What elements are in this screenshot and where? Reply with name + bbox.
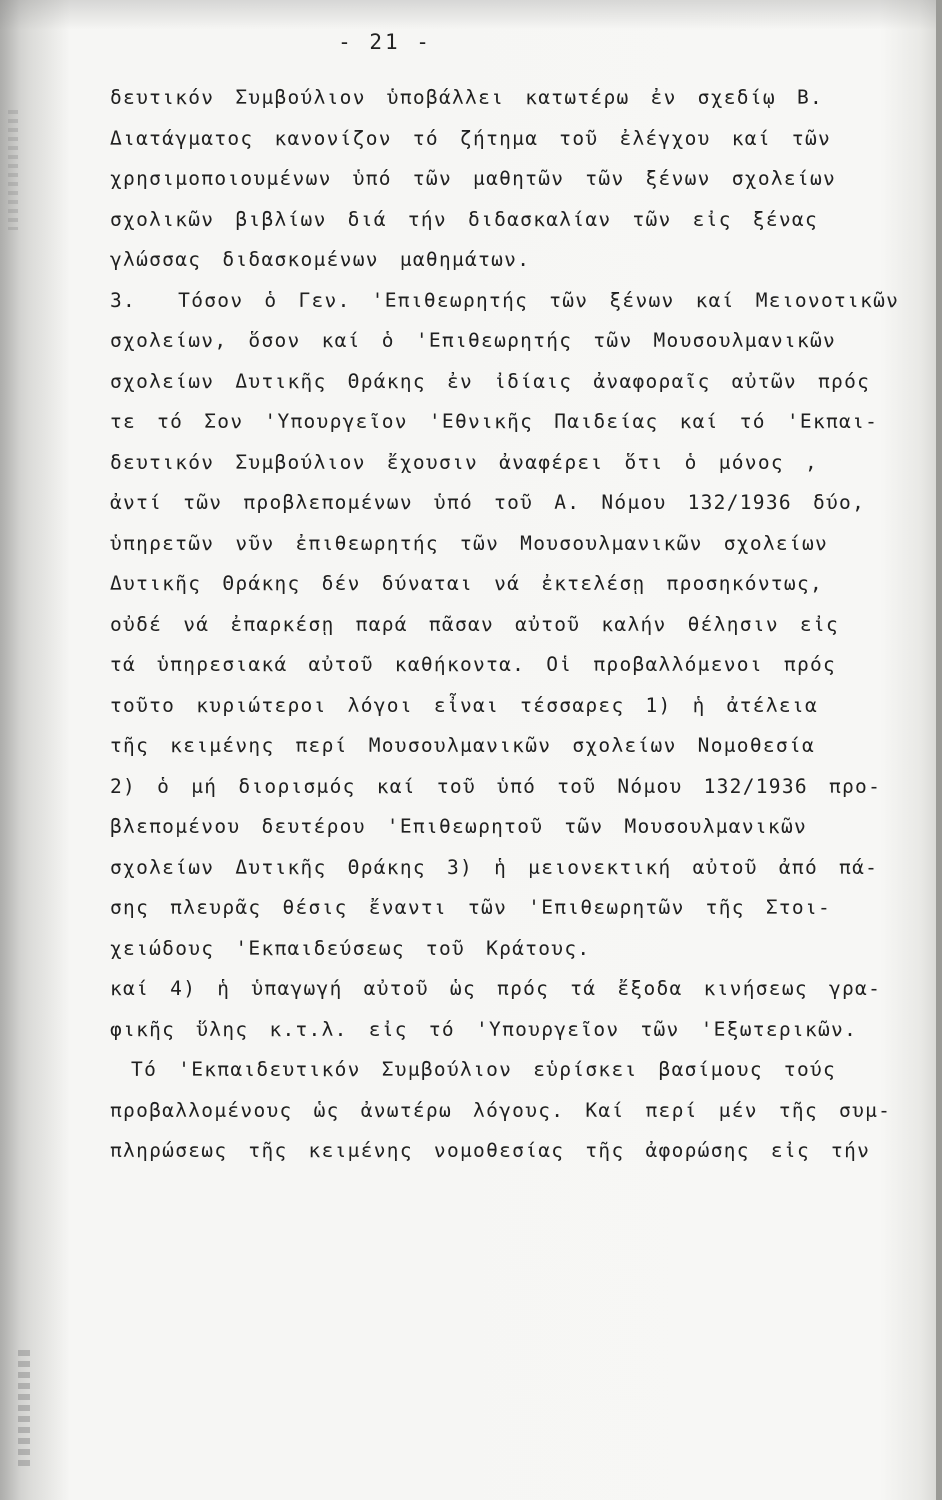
text-line: τά ὑπηρεσιακά αὐτοῦ καθήκοντα. Οἱ προβαλλόμενοι πρός (110, 653, 837, 676)
scan-right-edge (936, 0, 942, 1500)
text-line: τοῦτο κυριώτεροι λόγοι εἶναι τέσσαρες 1) ἡ ἀτέλεια (110, 693, 818, 717)
text-line: ὑπηρετῶν νῦν ἐπιθεωρητής τῶν Μουσουλμανικῶν σχολείων (110, 531, 829, 555)
text-line: 3. Τόσον ὁ Γεν. 'Επιθεωρητής τῶν ξένων καί Μειονοτικῶν (110, 288, 900, 312)
text-line: τῆς κειμένης περί Μουσουλμανικῶν σχολείων Νομοθεσία (110, 734, 816, 757)
text-line: σης πλευρᾶς θέσις ἔναντι τῶν 'Επιθεωρητῶν τῆς Στοι- (110, 896, 832, 919)
text-line: γλώσσας διδασκομένων μαθημάτων. (110, 248, 531, 271)
text-line: δευτικόν Συμβούλιον ἔχουσιν ἀναφέρει ὅτι ὁ μόνος , (110, 450, 818, 474)
text-line: 2) ὁ μή διορισμός καί τοῦ ὑπό τοῦ Νόμου 132/1936 προ- (110, 774, 882, 798)
binding-marks-top (8, 110, 18, 230)
text-line: χρησιμοποιουμένων ὑπό τῶν μαθητῶν τῶν ξένων σχολείων (110, 167, 837, 190)
text-line: πληρώσεως τῆς κειμένης νομοθεσίας τῆς ἀφορώσης εἰς τήν (110, 1139, 871, 1162)
text-line: οὐδέ νά ἐπαρκέσῃ παρά πᾶσαν αὐτοῦ καλήν θέλησιν εἰς (110, 612, 840, 636)
text-line: φικῆς ὕλης κ.τ.λ. εἰς τό 'Υπουργεῖον τῶν 'Εξωτερικῶν. (110, 1017, 858, 1041)
text-line: Δυτικῆς Θράκης δέν δύναται νά ἐκτελέσῃ προσηκόντως, (110, 572, 824, 595)
text-line: ἀντί τῶν προβλεπομένων ὑπό τοῦ Α. Νόμου 132/1936 δύο, (110, 491, 866, 514)
text-line: βλεπομένου δευτέρου 'Επιθεωρητοῦ τῶν Μουσουλμανικῶν (110, 815, 808, 838)
text-line: χειώδους 'Εκπαιδεύσεως τοῦ Κράτους. (110, 936, 591, 960)
text-line: σχολείων Δυτικῆς Θράκης 3) ἡ μειονεκτική αὐτοῦ ἀπό πά- (110, 855, 879, 879)
text-line: σχολείων Δυτικῆς Θράκης ἐν ἰδίαις ἀναφοραῖς αὐτῶν πρός (110, 369, 871, 393)
text-line: σχολείων, ὅσον καί ὁ 'Επιθεωρητής τῶν Μουσουλμανικῶν (110, 329, 837, 352)
page-number: - 21 - (338, 30, 432, 54)
text-line: δευτικόν Συμβούλιον ὑποβάλλει κατωτέρω ἐν σχεδίῳ Β. (110, 86, 824, 109)
text-line: Διατάγματος κανονίζον τό ζήτημα τοῦ ἐλέγχου καί τῶν (110, 126, 832, 150)
scan-top-shadow (0, 0, 942, 30)
text-line: σχολικῶν βιβλίων διά τήν διδασκαλίαν τῶν εἰς ξένας (110, 207, 818, 231)
text-line: καί 4) ἡ ὑπαγωγή αὐτοῦ ὡς πρός τά ἔξοδα κινήσεως γρα- (110, 977, 882, 1000)
text-line: Τό 'Εκπαιδευτικόν Συμβούλιον εὑρίσκει βασίμους τούς (110, 1058, 837, 1081)
typewritten-body (110, 78, 900, 1172)
binding-marks-bottom (18, 1350, 30, 1470)
text-line: προβαλλομένους ὡς ἀνωτέρω λόγους. Καί περί μέν τῆς συμ- (110, 1098, 892, 1122)
text-line: τε τό Σον 'Υπουργεῖον 'Εθνικῆς Παιδείας καί τό 'Εκπαι- (110, 410, 879, 433)
